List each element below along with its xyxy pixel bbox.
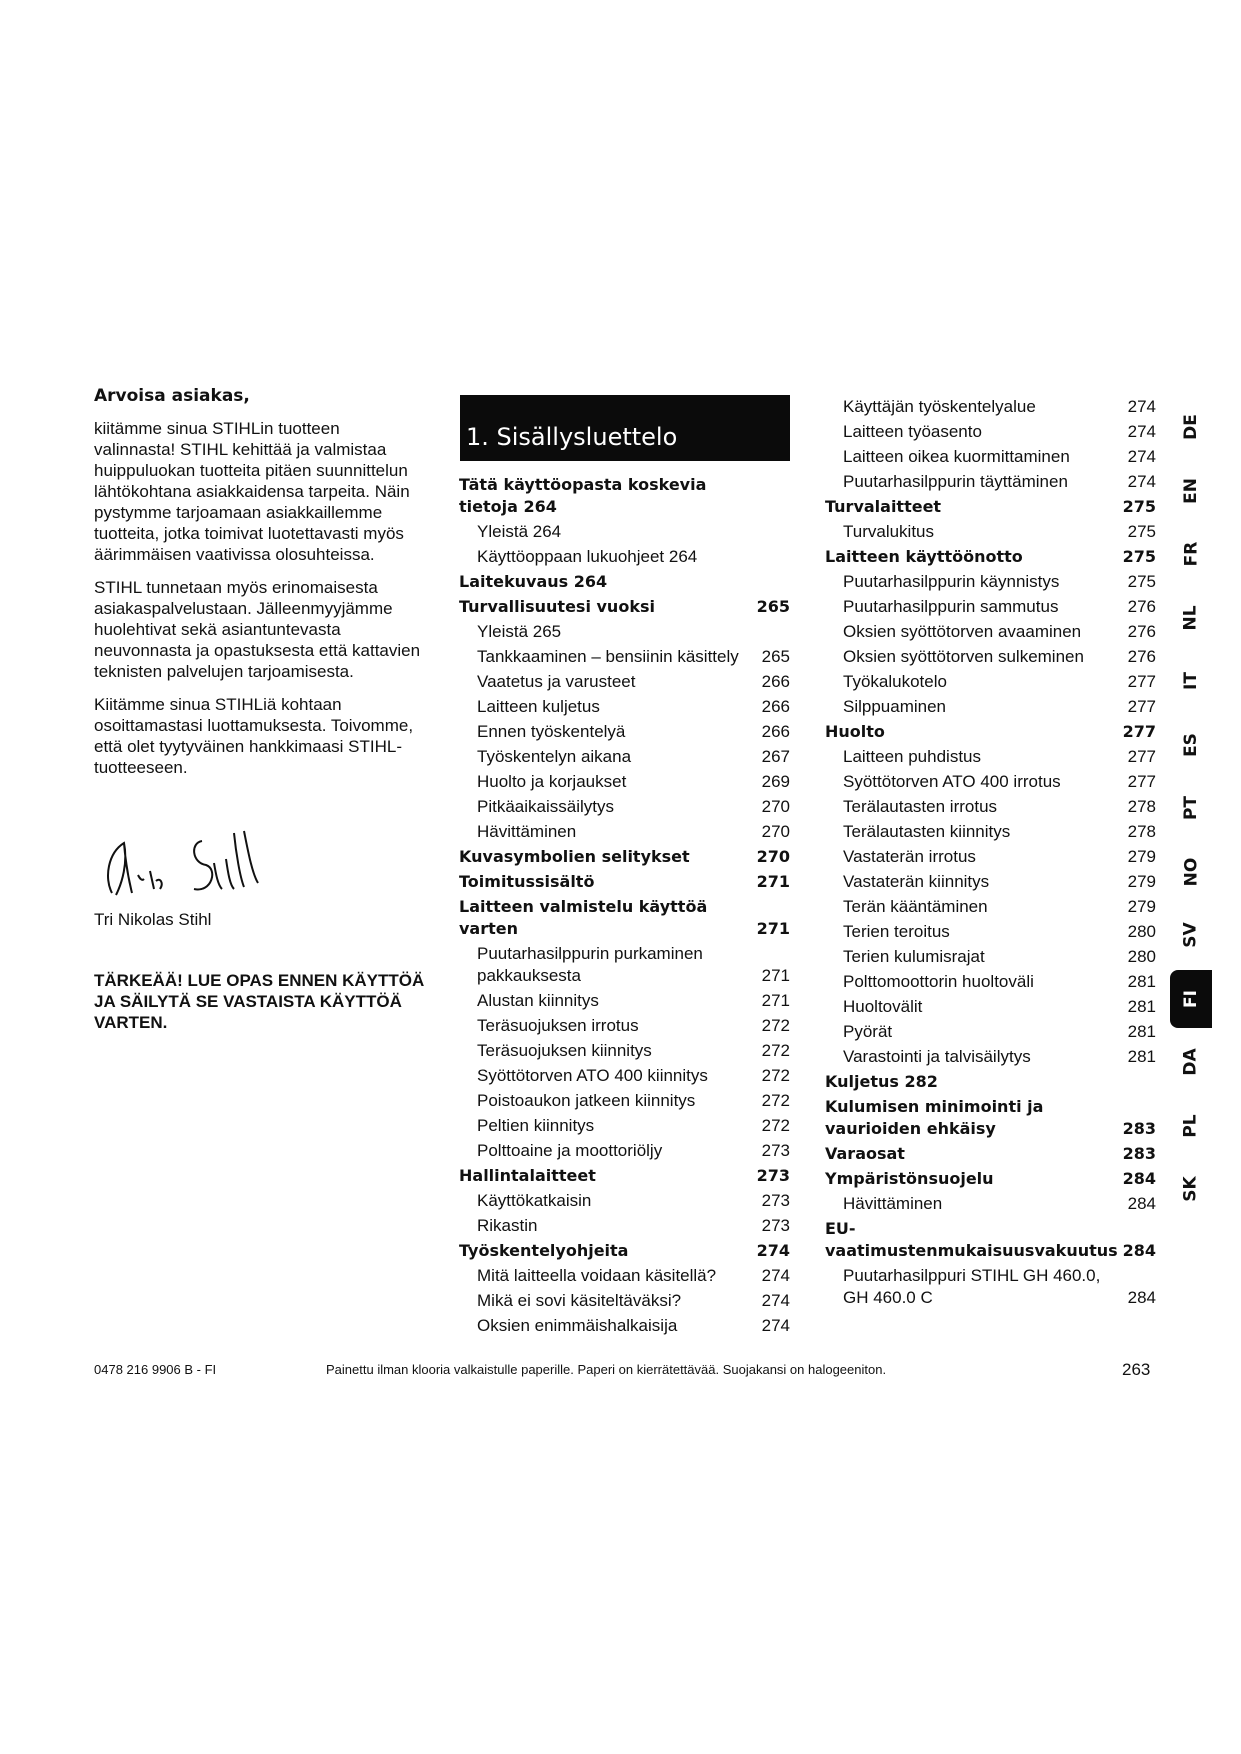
- toc-entry-page: 284: [1127, 1288, 1156, 1307]
- language-tab-pt[interactable]: [1170, 779, 1212, 837]
- toc-subsection: [459, 1013, 790, 1038]
- toc-section: [459, 569, 790, 594]
- toc-entry-page: 277: [1127, 672, 1156, 691]
- toc-entry-page: 274: [761, 1266, 790, 1285]
- toc-entry-title: Yleistä 264: [477, 522, 562, 541]
- toc-entry-title: Laitteen puhdistus: [843, 747, 981, 766]
- language-tab-label: EN: [1181, 477, 1201, 504]
- toc-entry-title: Ennen työskentelyä: [477, 722, 626, 741]
- toc-entry-page: 271: [761, 991, 790, 1010]
- toc-entry-page: 272: [761, 1016, 790, 1035]
- toc-section: [825, 494, 1156, 519]
- toc-entry-page: 266: [761, 722, 790, 741]
- toc-column-1: [459, 472, 790, 1338]
- toc-entry-page: 265: [756, 597, 790, 616]
- toc-subsection: [459, 1313, 790, 1338]
- toc-section: [459, 869, 790, 894]
- toc-entry-title: Polttomoottorin huoltoväli: [843, 972, 1034, 991]
- toc-entry-title: Pyörät: [843, 1022, 893, 1041]
- toc-section: [825, 1069, 1156, 1094]
- toc-entry-title: Kuvasymbolien selitykset: [459, 847, 690, 866]
- toc-entry-page: 272: [761, 1041, 790, 1060]
- letter-paragraph: Kiitämme sinua STIHLiä kohtaan osoittamastasi luottamuksesta. Toivomme, että olet tyytyväinen hankkimaasi STIHL-tuotteeseen.: [94, 695, 414, 777]
- language-tab-fi[interactable]: [1170, 970, 1212, 1028]
- toc-section: [825, 1141, 1156, 1166]
- toc-entry-title: Syöttötorven ATO 400 kiinnitys: [477, 1066, 708, 1085]
- toc-entry-page: 275: [1122, 497, 1156, 516]
- toc-entry-title: Turvalukitus: [843, 522, 935, 541]
- toc-subsection: [825, 894, 1156, 919]
- toc-subsection: [459, 794, 790, 819]
- important-notice: TÄRKEÄÄ! LUE OPAS ENNEN KÄYTTÖÄ JA SÄILYTÄ SE VASTAISTA KÄYTTÖÄ VARTEN.: [94, 971, 425, 1032]
- toc-entry-title: Vastaterän kiinnitys: [843, 872, 990, 891]
- toc-entry-page: 275: [1122, 547, 1156, 566]
- toc-entry-title: Mikä ei sovi käsiteltäväksi?: [477, 1291, 682, 1310]
- toc-subsection: [459, 1113, 790, 1138]
- toc-entry-page: 276: [1127, 597, 1156, 616]
- toc-entry-title: Oksien enimmäishalkaisija: [477, 1316, 678, 1335]
- language-tab-label: DA: [1181, 1048, 1201, 1076]
- toc-entry-page: 275: [1127, 572, 1156, 591]
- toc-entry-page: 276: [1127, 647, 1156, 666]
- toc-entry-page: 273: [761, 1216, 790, 1235]
- toc-subsection: [459, 1263, 790, 1288]
- toc-entry-page: 274: [1127, 447, 1156, 466]
- toc-entry-title: Laitteen työasento: [843, 422, 982, 441]
- toc-entry-page: 274: [1127, 472, 1156, 491]
- toc-entry-page: 272: [761, 1066, 790, 1085]
- toc-entry-page: 279: [1127, 872, 1156, 891]
- toc-entry-title: Käyttökatkaisin: [477, 1191, 592, 1210]
- letter-paragraph: kiitämme sinua STIHLin tuotteen valinnasta! STIHL kehittää ja valmistaa huippuluokan tuotteita pitäen suunnittelun lähtökohtana asiakkaidensa tarpeita. Näin pystymme tarjoamaan asiakkaillemme tuotteita, jotka toimivat luotettavasti myös äärimmäisen vaativissa olosuhteissa.: [94, 419, 410, 564]
- toc-section: [459, 594, 790, 619]
- toc-entry-title: Toimitussisältö: [459, 872, 595, 891]
- toc-entry-page: 274: [761, 1291, 790, 1310]
- language-tab-label: SK: [1180, 1176, 1201, 1202]
- toc-entry-page: 265: [761, 647, 790, 666]
- toc-entry-page: 274: [1127, 397, 1156, 416]
- toc-subsection: [459, 669, 790, 694]
- toc-heading: 1. Sisällysluettelo: [460, 395, 790, 461]
- toc-entry-title: Terän kääntäminen: [843, 897, 988, 916]
- toc-subsection: [459, 819, 790, 844]
- toc-section: [825, 1094, 1156, 1141]
- toc-entry-title: Peltien kiinnitys: [477, 1116, 595, 1135]
- toc-entry-title: Työskentelyohjeita: [459, 1241, 629, 1260]
- toc-entry-page: 274: [756, 1241, 790, 1260]
- toc-entry-title: Terien kulumisrajat: [843, 947, 985, 966]
- toc-entry-title: Kuljetus 282: [825, 1072, 938, 1091]
- toc-subsection: [459, 769, 790, 794]
- language-tab-sk[interactable]: [1170, 1160, 1212, 1218]
- toc-entry-page: 266: [761, 672, 790, 691]
- toc-subsection: [459, 619, 790, 644]
- toc-entry-page: 271: [756, 919, 790, 938]
- toc-entry-page: 270: [761, 797, 790, 816]
- toc-subsection: [825, 519, 1156, 544]
- toc-subsection: [825, 594, 1156, 619]
- toc-subsection: [825, 1263, 1156, 1310]
- toc-subsection: [459, 719, 790, 744]
- toc-entry-page: 271: [756, 872, 790, 891]
- toc-subsection: [825, 994, 1156, 1019]
- toc-column-2: [825, 394, 1156, 1310]
- toc-entry-page: 266: [761, 697, 790, 716]
- toc-entry-title: Laitteen valmistelu käyttöä varten: [459, 897, 708, 938]
- language-tab-label: SV: [1181, 922, 1201, 948]
- language-tab-fr[interactable]: [1170, 525, 1212, 583]
- toc-entry-page: 272: [761, 1116, 790, 1135]
- toc-subsection: [825, 969, 1156, 994]
- toc-subsection: [825, 844, 1156, 869]
- toc-section: [825, 544, 1156, 569]
- toc-entry-title: Puutarhasilppurin purkaminen pakkauksesta: [477, 944, 703, 985]
- language-tab-label: PL: [1180, 1113, 1201, 1138]
- toc-entry-title: Vastaterän irrotus: [843, 847, 976, 866]
- toc-entry-title: Polttoaine ja moottoriöljy: [477, 1141, 663, 1160]
- toc-entry-page: 270: [756, 847, 790, 866]
- toc-entry-title: Yleistä 265: [477, 622, 562, 641]
- language-tab-label: IT: [1180, 672, 1201, 690]
- language-tab-no[interactable]: [1170, 843, 1212, 901]
- language-tab-it[interactable]: [1170, 652, 1212, 710]
- language-tab-es[interactable]: [1170, 716, 1212, 774]
- toc-section: [825, 1216, 1156, 1263]
- toc-entry-page: 279: [1127, 897, 1156, 916]
- toc-entry-title: Rikastin: [477, 1216, 538, 1235]
- toc-section: [459, 1163, 790, 1188]
- toc-entry-title: Vaatetus ja varusteet: [477, 672, 636, 691]
- language-tab-de[interactable]: [1170, 398, 1212, 456]
- toc-entry-page: 281: [1127, 997, 1156, 1016]
- toc-entry-page: 281: [1127, 972, 1156, 991]
- toc-entry-title: Laitteen oikea kuormittaminen: [843, 447, 1070, 466]
- toc-entry-title: Huolto ja korjaukset: [477, 772, 627, 791]
- toc-entry-page: 274: [1127, 422, 1156, 441]
- toc-subsection: [459, 1088, 790, 1113]
- toc-entry-page: 270: [761, 822, 790, 841]
- toc-entry-title: Hallintalaitteet: [459, 1166, 596, 1185]
- toc-entry-page: 280: [1127, 922, 1156, 941]
- toc-entry-title: Pitkäaikaissäilytys: [477, 797, 614, 816]
- toc-entry-title: Syöttötorven ATO 400 irrotus: [843, 772, 1061, 791]
- toc-entry-page: 279: [1127, 847, 1156, 866]
- toc-subsection: [825, 819, 1156, 844]
- toc-entry-title: Tankkaaminen – bensiinin käsittely: [477, 647, 739, 666]
- toc-entry-title: Varastointi ja talvisäilytys: [843, 1047, 1031, 1066]
- toc-section: [459, 472, 790, 519]
- toc-section: [825, 1166, 1156, 1191]
- toc-entry-title: Terien teroitus: [843, 922, 950, 941]
- toc-subsection: [825, 1044, 1156, 1069]
- toc-entry-page: 284: [1122, 1169, 1156, 1188]
- toc-entry-page: 271: [761, 966, 790, 985]
- toc-entry-title: Työkalukotelo: [843, 672, 947, 691]
- toc-entry-page: 284: [1122, 1241, 1156, 1260]
- document-code: 0478 216 9906 B - FI: [94, 1362, 217, 1377]
- toc-subsection: [825, 569, 1156, 594]
- toc-entry-title: Puutarhasilppurin käynnistys: [843, 572, 1060, 591]
- toc-subsection: [459, 1138, 790, 1163]
- toc-entry-page: 273: [761, 1191, 790, 1210]
- toc-entry-title: Terälautasten kiinnitys: [843, 822, 1011, 841]
- toc-subsection: [459, 544, 790, 569]
- toc-entry-title: Huoltovälit: [843, 997, 923, 1016]
- toc-subsection: [459, 1063, 790, 1088]
- toc-subsection: [825, 419, 1156, 444]
- toc-entry-title: Laitteen kuljetus: [477, 697, 600, 716]
- toc-subsection: [825, 744, 1156, 769]
- toc-subsection: [825, 919, 1156, 944]
- toc-entry-page: 277: [1127, 747, 1156, 766]
- toc-subsection: [459, 1213, 790, 1238]
- toc-subsection: [825, 644, 1156, 669]
- language-tab-nl[interactable]: [1170, 589, 1212, 647]
- language-tab-label: NL: [1181, 604, 1201, 631]
- toc-entry-title: Puutarhasilppuri STIHL GH 460.0, GH 460.0 C: [843, 1266, 1101, 1307]
- toc-entry-title: Teräsuojuksen irrotus: [477, 1016, 639, 1035]
- toc-entry-page: 283: [1122, 1119, 1156, 1138]
- language-tab-da[interactable]: [1170, 1033, 1212, 1091]
- toc-subsection: [459, 1288, 790, 1313]
- toc-entry-page: 277: [1127, 772, 1156, 791]
- toc-entry-title: Laitekuvaus 264: [459, 572, 608, 591]
- toc-entry-title: Kulumisen minimointi ja vaurioiden ehkäisy: [825, 1097, 1044, 1138]
- toc-subsection: [825, 669, 1156, 694]
- toc-subsection: [825, 944, 1156, 969]
- toc-subsection: [459, 519, 790, 544]
- language-tab-label: DE: [1180, 414, 1201, 440]
- toc-entry-page: 278: [1127, 797, 1156, 816]
- toc-entry-page: 272: [761, 1091, 790, 1110]
- toc-subsection: [825, 794, 1156, 819]
- toc-entry-title: Laitteen käyttöönotto: [825, 547, 1023, 566]
- toc-entry-title: Puutarhasilppurin täyttäminen: [843, 472, 1068, 491]
- toc-entry-title: Oksien syöttötorven avaaminen: [843, 622, 1082, 641]
- toc-subsection: [825, 394, 1156, 419]
- language-tab-label: FI: [1180, 989, 1201, 1008]
- toc-subsection: [459, 744, 790, 769]
- toc-entry-title: Poistoaukon jatkeen kiinnitys: [477, 1091, 696, 1110]
- toc-subsection: [459, 988, 790, 1013]
- toc-subsection: [825, 444, 1156, 469]
- toc-entry-title: Työskentelyn aikana: [477, 747, 632, 766]
- language-tab-en[interactable]: [1170, 462, 1212, 520]
- toc-subsection: [825, 1191, 1156, 1216]
- language-tab-label: ES: [1180, 732, 1201, 757]
- toc-entry-title: Käyttöoppaan lukuohjeet 264: [477, 547, 698, 566]
- toc-subsection: [825, 1019, 1156, 1044]
- toc-entry-page: 280: [1127, 947, 1156, 966]
- toc-subsection: [459, 644, 790, 669]
- toc-entry-page: 267: [761, 747, 790, 766]
- toc-entry-title: Turvallisuutesi vuoksi: [459, 597, 655, 616]
- letter-paragraph: STIHL tunnetaan myös erinomaisesta asiakaspalvelustaan. Jälleenmyyjämme huolehtivat sekä asiantuntevasta neuvonnasta ja opastuksesta että kattavien teknisten palvelujen tarjoamisesta.: [94, 578, 421, 681]
- letter-greeting: Arvoisa asiakas,: [94, 386, 250, 406]
- toc-entry-title: Mitä laitteella voidaan käsitellä?: [477, 1266, 717, 1285]
- toc-entry-page: 278: [1127, 822, 1156, 841]
- toc-subsection: [459, 694, 790, 719]
- toc-entry-title: Teräsuojuksen kiinnitys: [477, 1041, 652, 1060]
- toc-entry-title: Tätä käyttöopasta koskevia tietoja 264: [459, 475, 707, 516]
- toc-entry-page: 283: [1122, 1144, 1156, 1163]
- language-tab-label: NO: [1181, 857, 1201, 886]
- toc-subsection: [825, 769, 1156, 794]
- toc-entry-title: EU-vaatimustenmukaisuusvakuutus: [825, 1219, 1118, 1260]
- toc-section: [459, 894, 790, 941]
- print-note: Painettu ilman klooria valkaistulle paperille. Paperi on kierrätettävää. Suojakansi on halogeeniton.: [326, 1362, 887, 1377]
- toc-entry-title: Turvalaitteet: [825, 497, 942, 516]
- toc-entry-title: Terälautasten irrotus: [843, 797, 998, 816]
- toc-subsection: [825, 694, 1156, 719]
- toc-subsection: [825, 469, 1156, 494]
- welcome-letter: [94, 386, 424, 790]
- toc-entry-title: Silppuaminen: [843, 697, 947, 716]
- toc-entry-page: 274: [761, 1316, 790, 1335]
- toc-entry-page: 273: [756, 1166, 790, 1185]
- toc-subsection: [459, 1188, 790, 1213]
- language-tab-pl[interactable]: [1170, 1097, 1212, 1155]
- toc-entry-title: Puutarhasilppurin sammutus: [843, 597, 1059, 616]
- toc-subsection: [825, 619, 1156, 644]
- toc-entry-title: Alustan kiinnitys: [477, 991, 599, 1010]
- toc-entry-page: 269: [761, 772, 790, 791]
- language-tab-label: FR: [1180, 541, 1201, 567]
- toc-entry-title: Ympäristönsuojelu: [825, 1169, 994, 1188]
- toc-subsection: [459, 941, 790, 988]
- toc-section: [459, 844, 790, 869]
- toc-entry-page: 277: [1122, 722, 1156, 741]
- language-tab-sv[interactable]: [1170, 906, 1212, 964]
- language-tab-label: PT: [1181, 795, 1201, 821]
- signer-name: Tri Nikolas Stihl: [94, 910, 212, 929]
- toc-entry-page: 281: [1127, 1047, 1156, 1066]
- toc-entry-title: Hävittäminen: [477, 822, 577, 841]
- page-number: 263: [1122, 1360, 1151, 1379]
- toc-subsection: [825, 869, 1156, 894]
- toc-subsection: [459, 1038, 790, 1063]
- toc-entry-page: 281: [1127, 1022, 1156, 1041]
- toc-entry-title: Huolto: [825, 722, 885, 741]
- toc-entry-title: Käyttäjän työskentelyalue: [843, 397, 1036, 416]
- signature-image: [94, 823, 264, 903]
- toc-entry-page: 284: [1127, 1194, 1156, 1213]
- toc-section: [825, 719, 1156, 744]
- toc-section: [459, 1238, 790, 1263]
- toc-entry-title: Oksien syöttötorven sulkeminen: [843, 647, 1084, 666]
- toc-entry-page: 275: [1127, 522, 1156, 541]
- toc-entry-page: 276: [1127, 622, 1156, 641]
- toc-entry-title: Hävittäminen: [843, 1194, 943, 1213]
- toc-entry-page: 277: [1127, 697, 1156, 716]
- toc-entry-title: Varaosat: [825, 1144, 905, 1163]
- toc-entry-page: 273: [761, 1141, 790, 1160]
